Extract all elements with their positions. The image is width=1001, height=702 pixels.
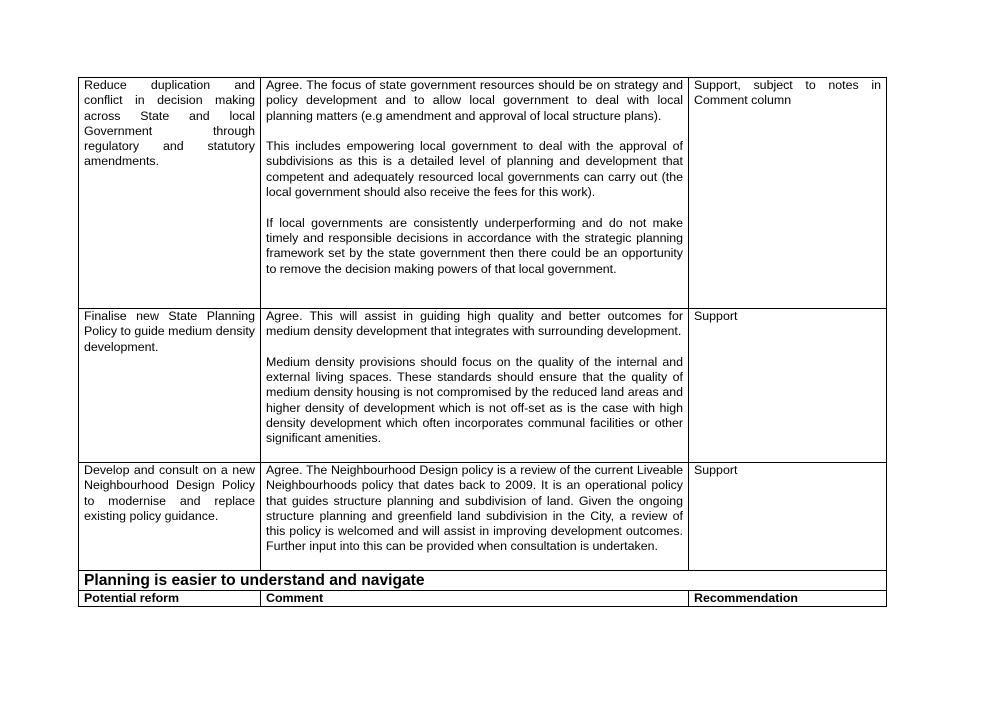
comment-cell [261,309,689,463]
comment-paragraph: Agree. This will assist in guiding high quality and better outcomes for medium density development that integrates with surrounding development. [266,309,683,339]
comment-cell [261,78,689,309]
recommendation-cell: Support [689,309,887,463]
table-row [79,309,887,463]
reform-cell: Develop and consult on a new Neighbourhood Design Policy to modernise and replace existing policy guidance. [79,463,261,571]
comment-paragraph: If local governments are consistently underperforming and do not make timely and responsible decisions in accordance with the strategic planning framework set by the state government then there could be an opportunity to remove the decision making powers of that local government. [266,215,683,276]
comment-paragraph: Agree. The Neighbourhood Design policy is a review of the current Liveable Neighbourhoods policy that dates back to 2009. It is an operational policy that guides structure planning and subdivision of land. Given the ongoing structure planning and greenfield land subdivision in the City, a review of this policy is welcomed and will assist in improving development outcomes. Further input into this can be provided when consultation is undertaken. [266,463,683,554]
header-recommendation: Recommendation [689,591,887,607]
comment-paragraph: Medium density provisions should focus on the quality of the internal and external living spaces. These standards should ensure that the quality of medium density housing is not compromised by the reduced land areas and higher density of development which is not off-set as is the case with high density development which often incorporates communal facilities or other significant amenities. [266,354,683,446]
recommendation-cell: Support, subject to notes in Comment column [689,78,887,309]
table-header-row [79,591,887,607]
comment-paragraph: This includes empowering local government to deal with the approval of subdivisions as this is a detailed level of planning and development that competent and adequately resourced local governments can carry out (the local government should also receive the fees for this work). [266,139,683,200]
reform-cell: Reduce duplication and conflict in decision making across State and local Government through regulatory and statutory amendments. [79,78,261,309]
section-heading-row [79,571,887,591]
header-comment: Comment [261,591,689,607]
table-row [79,78,887,309]
section-heading: Planning is easier to understand and navigate [79,571,887,591]
reform-cell: Finalise new State Planning Policy to guide medium density development. [79,309,261,463]
comment-cell [261,463,689,571]
recommendation-cell: Support [689,463,887,571]
reform-table [78,77,887,607]
header-potential-reform: Potential reform [79,591,261,607]
comment-paragraph: Agree. The focus of state government resources should be on strategy and policy development and to allow local government to deal with local planning matters (e.g amendment and approval of local structure plans). [266,78,683,123]
table-row [79,463,887,571]
